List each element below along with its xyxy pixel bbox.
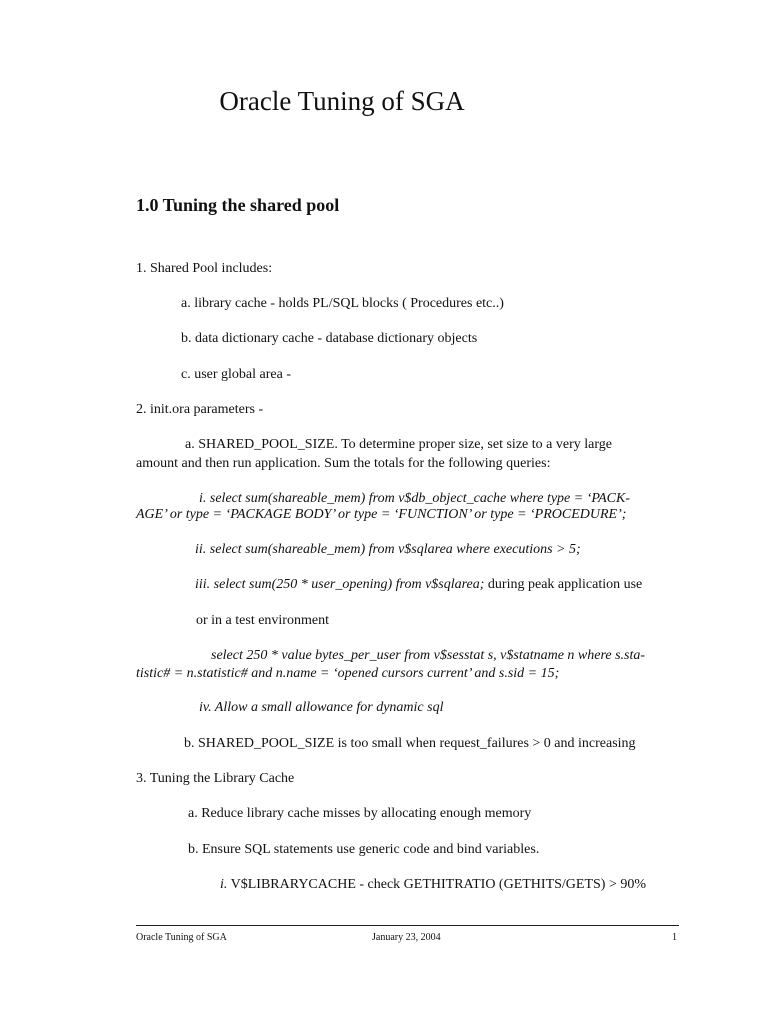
query-i-line2: AGE’ or type = ‘PACKAGE BODY’ or type = ‘FUNCTION’ or type = ‘PROCEDURE’; [136,507,627,522]
footer-rule [136,925,679,926]
item-2a-line1: a. SHARED_POOL_SIZE. To determine proper size, set size to a very large [185,437,612,452]
item-2b: b. SHARED_POOL_SIZE is too small when request_failures > 0 and increasing [184,736,636,751]
item-1: 1. Shared Pool includes: [136,261,273,276]
query-iii-or: or in a test environment [196,613,329,628]
item-2: 2. init.ora parameters - [136,402,264,417]
query-ii: ii. select sum(shareable_mem) from v$sqlarea where executions > 5; [195,542,581,557]
footer-date: January 23, 2004 [372,932,441,943]
item-1b: b. data dictionary cache - database dictionary objects [181,331,478,346]
item-1c: c. user global area - [181,367,291,382]
query-iv: iv. Allow a small allowance for dynamic sql [199,700,444,715]
item-1a: a. library cache - holds PL/SQL blocks ( Procedures etc..) [181,296,504,311]
query-iii-sql: iii. select sum(250 * user_opening) from v$sqlarea; [195,577,485,592]
query-i-line1: i. select sum(shareable_mem) from v$db_object_cache where type = ‘PACK- [199,491,631,506]
query-iii-note: during peak application use [484,577,643,592]
query-iii [195,576,642,594]
item-2a-line2: amount and then run application. Sum the totals for the following queries: [136,456,551,471]
item-3: 3. Tuning the Library Cache [136,771,295,786]
query-iii-alt-line1: select 250 * value bytes_per_user from v$sesstat s, v$statname n where s.sta- [211,648,646,663]
item-3b-i [220,876,646,894]
document-title: Oracle Tuning of SGA [219,86,465,116]
item-3b-i-number: i. [220,877,228,892]
section-heading: 1.0 Tuning the shared pool [136,195,340,215]
footer-left: Oracle Tuning of SGA [136,932,227,943]
query-iii-alt-line2: tistic# = n.statistic# and n.name = ‘opened cursors current’ and s.sid = 15; [136,666,560,681]
item-3b: b. Ensure SQL statements use generic code and bind variables. [188,842,540,857]
footer-page-number: 1 [672,932,677,943]
item-3b-i-text: V$LIBRARYCACHE - check GETHITRATIO (GETHITS/GETS) > 90% [227,877,647,892]
item-3a: a. Reduce library cache misses by allocating enough memory [188,806,532,821]
